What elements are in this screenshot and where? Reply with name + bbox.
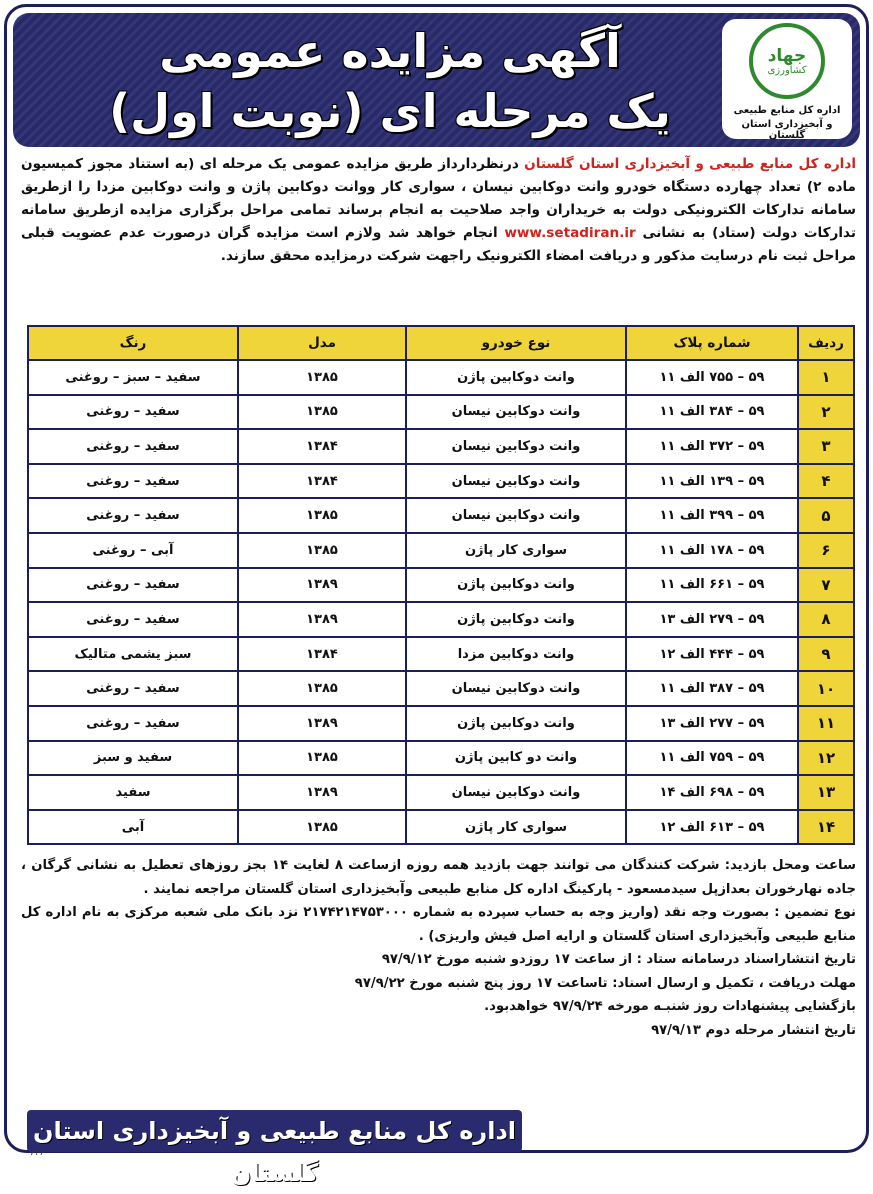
notice-frame (4, 4, 869, 1187)
row-number-cell: ۵ (798, 498, 854, 533)
row-number-cell: ۷ (798, 568, 854, 603)
model-year-cell: ۱۳۸۵ (238, 395, 406, 430)
plate-number-cell: ۵۹ – ۷۵۹ الف ۱۱ (626, 741, 798, 776)
model-year-cell: ۱۳۸۵ (238, 810, 406, 845)
vehicle-type-cell: وانت دوکابین نیسان (406, 498, 626, 533)
table-row (28, 568, 854, 603)
notice-title: آگهی مزایده عمومی (159, 24, 621, 78)
header-model: مدل (238, 326, 406, 360)
vehicle-type-cell: وانت دوکابین نیسان (406, 775, 626, 810)
model-year-cell: ۱۳۸۹ (238, 602, 406, 637)
table-row (28, 533, 854, 568)
row-number-cell: ۱۱ (798, 706, 854, 741)
vehicle-color-cell: سبز یشمی متالیک (28, 637, 238, 672)
table-row (28, 498, 854, 533)
vehicle-type-cell: وانت دوکابین نیسان (406, 464, 626, 499)
guarantee-note: نوع تضمین : بصورت وجه نقد (واریز وجه به حساب سپرده به شماره ۲۱۷۴۲۱۴۷۵۳۰۰۰ نزد بانک ملی شعبه مرکزی به نام اداره کل منابع طبیعی وآبخیزداری استان گلستان و ارایه اصل فیش واریزی) . (21, 905, 856, 944)
table-row (28, 360, 854, 395)
model-year-cell: ۱۳۸۴ (238, 464, 406, 499)
plate-number-cell: ۵۹ – ۳۷۲ الف ۱۱ (626, 429, 798, 464)
opening-note: بازگشایی پیشنهادات روز شنبـه مورخه ۹۷/۹/۲۴ خواهدبود. (484, 999, 856, 1014)
vehicle-type-cell: وانت دوکابین پاژن (406, 360, 626, 395)
vehicle-color-cell: سفید – روغنی (28, 706, 238, 741)
vehicle-type-cell: وانت دوکابین نیسان (406, 429, 626, 464)
vehicle-type-cell: وانت دوکابین پاژن (406, 602, 626, 637)
row-number-cell: ۱۳ (798, 775, 854, 810)
organization-name: اداره کل منابع طبیعی و آبخیزداری استان گلستان (524, 156, 856, 172)
vehicle-color-cell: سفید – روغنی (28, 395, 238, 430)
model-year-cell: ۱۳۸۴ (238, 637, 406, 672)
vehicle-color-cell: آبی (28, 810, 238, 845)
table-row (28, 706, 854, 741)
vehicle-color-cell: سفید – روغنی (28, 602, 238, 637)
plate-number-cell: ۵۹ – ۳۹۹ الف ۱۱ (626, 498, 798, 533)
model-year-cell: ۱۳۸۵ (238, 498, 406, 533)
jahad-logo-icon (749, 23, 825, 99)
model-year-cell: ۱۳۸۹ (238, 775, 406, 810)
table-row (28, 429, 854, 464)
notice-code: ۶۴۶ (30, 1148, 45, 1158)
plate-number-cell: ۵۹ – ۶۱۳ الف ۱۲ (626, 810, 798, 845)
table-row (28, 671, 854, 706)
row-number-cell: ۴ (798, 464, 854, 499)
plate-number-cell: ۵۹ – ۶۹۸ الف ۱۴ (626, 775, 798, 810)
plate-number-cell: ۵۹ – ۳۸۷ الف ۱۱ (626, 671, 798, 706)
model-year-cell: ۱۳۸۹ (238, 568, 406, 603)
header-row-number: ردیف (798, 326, 854, 360)
row-number-cell: ۸ (798, 602, 854, 637)
row-number-cell: ۱۴ (798, 810, 854, 845)
table-row (28, 775, 854, 810)
vehicle-color-cell: سفید – روغنی (28, 464, 238, 499)
plate-number-cell: ۵۹ – ۱۳۹ الف ۱۱ (626, 464, 798, 499)
row-number-cell: ۲ (798, 395, 854, 430)
plate-number-cell: ۵۹ – ۱۷۸ الف ۱۱ (626, 533, 798, 568)
vehicle-color-cell: سفید – روغنی (28, 671, 238, 706)
logo-bottom-text: کشاورزی (767, 64, 807, 76)
model-year-cell: ۱۳۸۵ (238, 671, 406, 706)
row-number-cell: ۱۲ (798, 741, 854, 776)
header-color: رنگ (28, 326, 238, 360)
row-number-cell: ۱۰ (798, 671, 854, 706)
publish-date-note: تاریخ انتشاراسناد درسامانه ستاد : از ساعت ۱۷ روزدو شنبه مورخ ۹۷/۹/۱۲ (381, 952, 856, 967)
logo-main-text: جهاد (767, 45, 807, 66)
vehicle-color-cell: سفید (28, 775, 238, 810)
model-year-cell: ۱۳۸۵ (238, 360, 406, 395)
table-header-row (28, 326, 854, 360)
model-year-cell: ۱۳۸۴ (238, 429, 406, 464)
table-row (28, 810, 854, 845)
logo-caption-line1: اداره کل منابع طبیعی (733, 105, 841, 116)
vehicle-type-cell: وانت دوکابین پاژن (406, 568, 626, 603)
footer-organization: اداره کل منابع طبیعی و آبخیزداری استان گلستان (27, 1110, 522, 1152)
plate-number-cell: ۵۹ – ۳۸۴ الف ۱۱ (626, 395, 798, 430)
vehicle-color-cell: سفید – روغنی (28, 429, 238, 464)
row-number-cell: ۶ (798, 533, 854, 568)
visit-note: ساعت ومحل بازدید: شرکت کنندگان می توانند جهت بازدید همه روزه ازساعت ۸ لغایت ۱۴ بجز روزهای تعطیل به نشانی گرگان ، جاده نهارخوران بعدازپل سیدمسعود - پارکینگ اداره کل منابع طبیعی وآبخیزداری استان گلستان مراجعه نمایند . (21, 858, 856, 897)
plate-number-cell: ۵۹ – ۶۶۱ الف ۱۱ (626, 568, 798, 603)
model-year-cell: ۱۳۸۵ (238, 533, 406, 568)
logo-caption-line2: و آبخیزداری استان گلستان (741, 119, 833, 141)
plate-number-cell: ۵۹ – ۲۷۹ الف ۱۳ (626, 602, 798, 637)
model-year-cell: ۱۳۸۵ (238, 741, 406, 776)
organization-logo (722, 19, 852, 139)
deadline-note: مهلت دریافت ، تکمیل و ارسال اسناد: تاساعت ۱۷ روز پنج شنبه مورخ ۹۷/۹/۲۲ (354, 975, 856, 991)
header-plate: شماره پلاک (626, 326, 798, 360)
intro-text-part1: درنظردارداز طریق مزایده عمومی یک مرحله ای (به استناد مجوز کمیسیون ماده ۲) تعداد چهارده دستگاه خودرو وانت دوکابین نیسان ، سواری کار ووانت دوکابین پاژن و وانت دوکابین مزدا را ازطریق سامانه تدارکات الکترونیکی دولت به خریداران واجد صلاحیت به انجام برساند تمامی مراحل برگزاری مزایده ازطریق سامانه تدارکات دولت (ستاد) به نشانی (21, 156, 856, 241)
vehicle-color-cell: سفید و سبز (28, 741, 238, 776)
vehicle-color-cell: سفید – روغنی (28, 498, 238, 533)
table-row (28, 464, 854, 499)
second-stage-note: تاریخ انتشار مرحله دوم ۹۷/۹/۱۳ (651, 1022, 856, 1038)
plate-number-cell: ۵۹ – ۲۷۷ الف ۱۳ (626, 706, 798, 741)
intro-paragraph (21, 153, 856, 268)
notice-subtitle: یک مرحله ای (نوبت اول) (109, 84, 671, 138)
row-number-cell: ۳ (798, 429, 854, 464)
vehicle-color-cell: سفید – روغنی (28, 568, 238, 603)
table-row (28, 637, 854, 672)
vehicle-type-cell: وانت دوکابین پاژن (406, 706, 626, 741)
vehicle-type-cell: وانت دوکابین نیسان (406, 395, 626, 430)
vehicle-color-cell: سفید – سبز – روغنی (28, 360, 238, 395)
table-row (28, 741, 854, 776)
table-body (28, 360, 854, 844)
setad-url-link[interactable]: www.setadiran.ir (504, 225, 636, 241)
plate-number-cell: ۵۹ – ۴۴۴ الف ۱۲ (626, 637, 798, 672)
row-number-cell: ۱ (798, 360, 854, 395)
vehicle-type-cell: وانت دوکابین نیسان (406, 671, 626, 706)
vehicle-type-cell: سواری کار پاژن (406, 810, 626, 845)
notes-section (21, 854, 856, 1042)
model-year-cell: ۱۳۸۹ (238, 706, 406, 741)
vehicle-type-cell: وانت دو کابین پاژن (406, 741, 626, 776)
row-number-cell: ۹ (798, 637, 854, 672)
header-banner (13, 13, 860, 147)
header-vehicle-type: نوع خودرو (406, 326, 626, 360)
vehicle-type-cell: وانت دوکابین مزدا (406, 637, 626, 672)
plate-number-cell: ۵۹ – ۷۵۵ الف ۱۱ (626, 360, 798, 395)
table-row (28, 395, 854, 430)
vehicle-type-cell: سواری کار پاژن (406, 533, 626, 568)
table-row (28, 602, 854, 637)
vehicle-color-cell: آبی – روغنی (28, 533, 238, 568)
intro-text-part2: انجام خواهد شد ولازم است مزایده گران درصورت عدم عضویت قبلی مراحل ثبت نام درسایت مذکور و دریافت امضاء الکترونیک راجهت شرکت درمزایده محقق سازند. (21, 225, 856, 264)
vehicles-table (27, 325, 855, 845)
